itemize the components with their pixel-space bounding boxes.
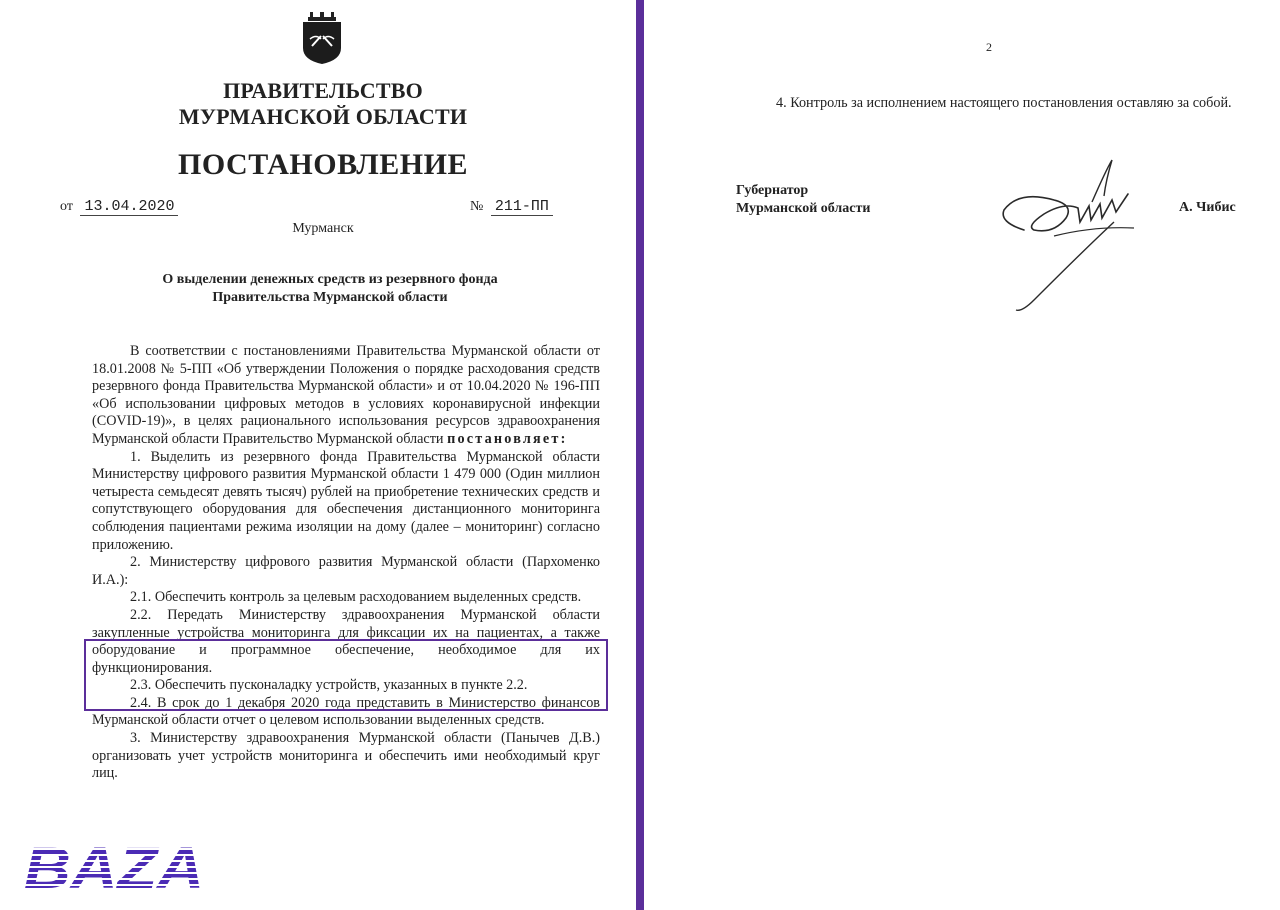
government-title-line-2: МУРМАНСКОЙ ОБЛАСТИ xyxy=(178,104,468,129)
city: Мурманск xyxy=(292,221,354,236)
page-number: 2 xyxy=(986,40,992,54)
subject-line-1: О выделении денежных средств из резервного фонда xyxy=(162,272,498,287)
date-prefix: от xyxy=(60,199,73,214)
preamble-paragraph xyxy=(92,343,600,449)
document-page-1 xyxy=(0,0,636,910)
svg-text:BAZA: BAZA xyxy=(24,838,204,894)
item-2-2: 2.2. Передать Министерству здравоохранения Мурманской области закупленные устройства мониторинга для фиксации их на пациентах, а также оборудование и программное обеспечение, необходимое для их функционирования. xyxy=(92,606,600,676)
control-paragraph xyxy=(736,95,1244,113)
document-type-heading: ПОСТАНОВЛЕНИЕ xyxy=(178,148,468,181)
item-1: 1. Выделить из резервного фонда Правительства Мурманской области Министерству цифрового развития Мурманской области 1 479 000 (Один миллион четыреста семьдесят девять тысяч) рублей на приобретение технических средств и сопутствующего оборудования для обеспечения дистанционного мониторинга соблюдения пациентами режима изоляции на дому (далее – мониторинг) согласно приложению. xyxy=(92,448,600,553)
baza-logo xyxy=(22,838,208,894)
signer-title xyxy=(736,182,870,218)
coat-of-arms-icon xyxy=(300,12,344,64)
document-page-2 xyxy=(644,0,1280,910)
signer-title-line-1: Губернатор xyxy=(736,183,809,198)
signer-title-line-2: Мурманской области xyxy=(736,201,871,216)
number-value: 211-ПП xyxy=(491,198,553,216)
document-body xyxy=(92,343,600,783)
page-divider xyxy=(636,0,644,910)
signature xyxy=(994,150,1144,315)
preamble-text: В соответствии с постановлениями Правительства Мурманской области от 18.01.2008 № 5-ПП «Об утверждении Положения о порядке расходования средств резервного фонда Правительства Мурманской области» и от 10.04.2020 № 196-ПП «Об использовании цифровых методов в условиях коронавирусной инфекции (COVID-19)», в целях рационального использования ресурсов здравоохранения Мурманской области Правительство Мурманской области xyxy=(92,343,600,447)
item-2: 2. Министерству цифрового развития Мурманской области (Пархоменко И.А.): xyxy=(92,554,600,588)
item-2-1: 2.1. Обеспечить контроль за целевым расходованием выделенных средств. xyxy=(130,589,582,606)
document-subject xyxy=(80,271,580,307)
subject-line-2: Правительства Мурманской области xyxy=(212,290,448,305)
highlight-box xyxy=(84,639,608,711)
item-2-3: 2.3. Обеспечить пусконаладку устройств, указанных в пункте 2.2. xyxy=(130,677,528,694)
item-4: 4. Контроль за исполнением настоящего постановления оставляю за собой. xyxy=(776,95,1232,111)
item-2-4: 2.4. В срок до 1 декабря 2020 года представить в Министерство финансов Мурманской области отчет о целевом использовании выделенных средств. xyxy=(92,694,600,729)
government-title-line-1: ПРАВИТЕЛЬСТВО xyxy=(223,78,423,103)
number-row xyxy=(470,198,553,216)
date-value: 13.04.2020 xyxy=(80,198,178,216)
resolves-word: постановляет: xyxy=(447,430,568,447)
number-prefix: № xyxy=(470,199,484,214)
item-3: 3. Министерству здравоохранения Мурманской области (Панычев Д.В.) организовать учет устройств мониторинга и обеспечить ими необходимый круг лиц. xyxy=(92,730,600,782)
date-row xyxy=(60,198,178,216)
government-title xyxy=(60,78,586,130)
signer-name: А. Чибис xyxy=(1179,200,1236,215)
